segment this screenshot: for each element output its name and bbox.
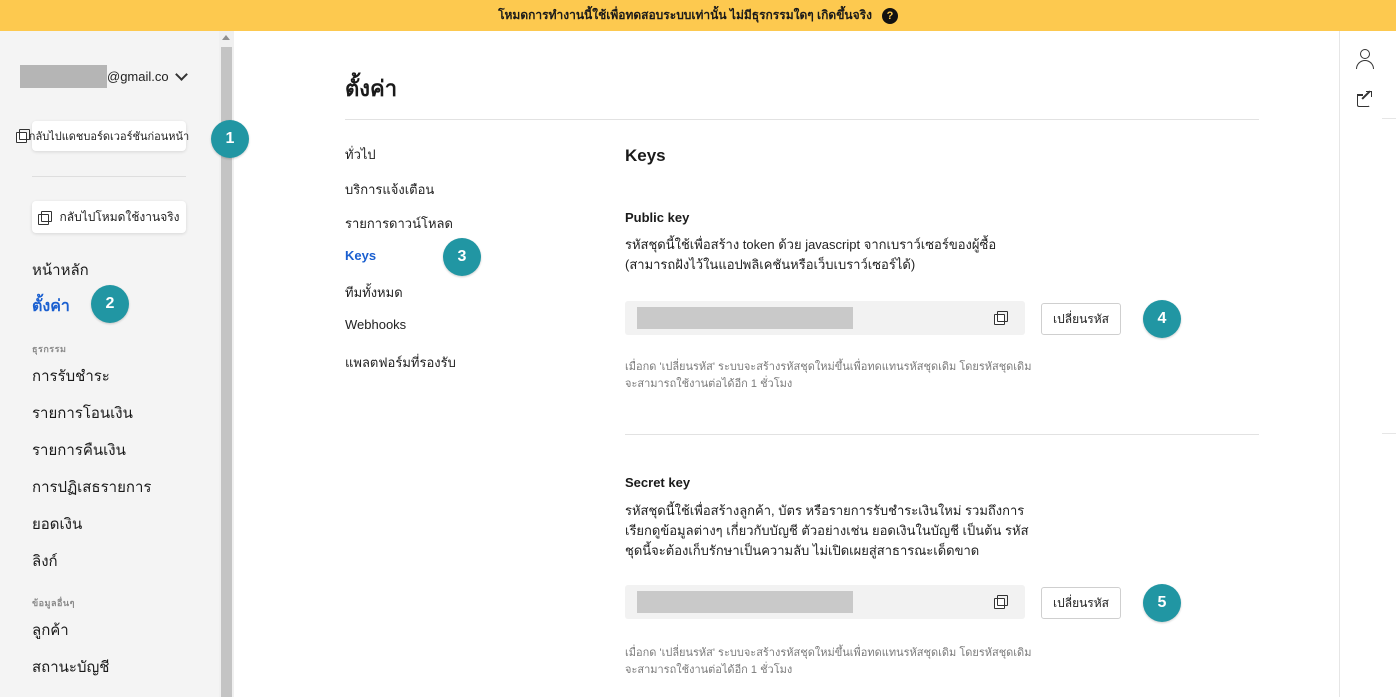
public-key-title: Public key xyxy=(625,210,690,225)
secret-key-note xyxy=(625,645,1065,679)
window-copy-icon xyxy=(38,211,51,224)
window-copy-icon xyxy=(16,129,29,142)
public-key-note xyxy=(625,359,1065,393)
regenerate-label: เปลี่ยนรหัส xyxy=(1053,595,1109,610)
regenerate-public-key-button[interactable] xyxy=(1041,303,1121,335)
redacted-email-prefix xyxy=(20,65,107,88)
public-key-desc-line: (สามารถฝังไว้ในแอปพลิเคชันหรือเว็บเบราว์เซอร์ได้) xyxy=(625,257,916,272)
account-switcher[interactable] xyxy=(20,65,186,88)
secret-key-field xyxy=(625,585,1025,619)
secret-key-desc-line: รหัสชุดนี้ใช้เพื่อสร้างลูกค้า, บัตร หรือรายการรับชำระเงินใหม่ รวมถึงการ xyxy=(625,503,1025,518)
banner-text: โหมดการทำงานนี้ใช้เพื่อทดสอบระบบเท่านั้น ไม่มีธุรกรรมใดๆ เกิดขึ้นจริง xyxy=(498,8,872,22)
right-rail-divider xyxy=(1339,31,1340,697)
subnav-general[interactable]: ทั่วไป xyxy=(345,147,376,162)
chevron-down-icon[interactable] xyxy=(175,68,188,81)
external-link-box-top xyxy=(1357,94,1363,96)
subnav-team[interactable]: ทีมทั้งหมด xyxy=(345,285,403,300)
back-to-live-mode-button[interactable] xyxy=(32,201,186,233)
sidebar-item-payments[interactable]: การรับชำระ xyxy=(32,368,110,385)
sidebar-item-refunds[interactable]: รายการคืนเงิน xyxy=(32,442,126,459)
sidebar-section-other: ข้อมูลอื่นๆ xyxy=(32,598,75,608)
annotation-badge-5: 5 xyxy=(1143,584,1181,622)
annotation-badge-3: 3 xyxy=(443,238,481,276)
title-divider xyxy=(345,119,1259,120)
sidebar-item-customers[interactable]: ลูกค้า xyxy=(32,622,69,639)
back-to-previous-dashboard-label: กลับไปแดชบอร์ดเวอร์ชันก่อนหน้า xyxy=(28,131,190,143)
annotation-badge-1: 1 xyxy=(211,120,249,158)
public-key-note-line: เมื่อกด 'เปลี่ยนรหัส' ระบบจะสร้างรหัสชุดใหม่ขึ้นเพื่อทดแทนรหัสชุดเดิม โดยรหัสชุดเดิม xyxy=(625,361,1032,373)
back-to-live-mode-label: กลับไปโหมดใช้งานจริง xyxy=(59,209,180,224)
secret-key-desc-line: เรียกดูข้อมูลต่างๆ เกี่ยวกับบัญชี ตัวอย่างเช่น ยอดเงินในบัญชี เป็นต้น รหัส xyxy=(625,523,1029,538)
secret-key-note-line: จะสามารถใช้งานต่อได้อีก 1 ชั่วโมง xyxy=(625,664,793,676)
redacted-public-key xyxy=(637,307,853,329)
public-key-note-line: จะสามารถใช้งานต่อได้อีก 1 ชั่วโมง xyxy=(625,378,793,390)
annotation-badge-2: 2 xyxy=(91,285,129,323)
sidebar-item-home[interactable]: หน้าหลัก xyxy=(32,262,89,279)
sidebar-item-settings[interactable]: ตั้งค่า xyxy=(32,298,70,315)
question-circle-icon[interactable]: ? xyxy=(882,8,898,24)
secret-key-description xyxy=(625,501,1045,561)
back-to-previous-dashboard-button[interactable] xyxy=(28,121,190,151)
test-mode-banner xyxy=(0,0,1396,31)
section-divider xyxy=(625,434,1259,435)
external-link-arrowhead xyxy=(1366,91,1372,97)
sidebar-item-disputes[interactable]: การปฏิเสธรายการ xyxy=(32,479,152,496)
annotation-badge-4: 4 xyxy=(1143,300,1181,338)
secret-key-desc-line: ชุดนี้จะต้องเก็บรักษาเป็นความลับ ไม่เปิดเผยสู่สาธารณะเด็ดขาด xyxy=(625,543,980,558)
public-key-desc-line: รหัสชุดนี้ใช้เพื่อสร้าง token ด้วย javascript จากเบราว์เซอร์ของผู้ซื้อ xyxy=(625,237,997,252)
sidebar-item-balance[interactable]: ยอดเงิน xyxy=(32,516,83,533)
secret-key-note-line: เมื่อกด 'เปลี่ยนรหัส' ระบบจะสร้างรหัสชุดใหม่ขึ้นเพื่อทดแทนรหัสชุดเดิม โดยรหัสชุดเดิม xyxy=(625,647,1032,659)
regenerate-secret-key-button[interactable] xyxy=(1041,587,1121,619)
sidebar-item-account-status[interactable]: สถานะบัญชี xyxy=(32,659,110,676)
sidebar-divider xyxy=(32,176,186,177)
subnav-keys[interactable]: Keys xyxy=(345,248,377,263)
regenerate-label: เปลี่ยนรหัส xyxy=(1053,311,1109,326)
public-key-description xyxy=(625,235,1045,275)
sidebar-section-transactions: ธุรกรรม xyxy=(32,344,67,354)
external-link-icon[interactable] xyxy=(1357,92,1372,107)
subnav-notifications[interactable]: บริการแจ้งเตือน xyxy=(345,182,435,197)
rail-divider xyxy=(1382,118,1396,119)
rail-divider xyxy=(1382,433,1396,434)
sidebar-item-transfers[interactable]: รายการโอนเงิน xyxy=(32,405,133,422)
user-icon[interactable] xyxy=(1356,49,1374,69)
public-key-field xyxy=(625,301,1025,335)
copy-icon[interactable] xyxy=(994,595,1007,608)
keys-heading: Keys xyxy=(625,146,666,165)
user-icon-head xyxy=(1360,49,1370,59)
subnav-downloads[interactable]: รายการดาวน์โหลด xyxy=(345,216,453,231)
account-email: @gmail.co xyxy=(107,69,169,84)
subnav-webhooks[interactable]: Webhooks xyxy=(345,317,407,332)
scroll-up-arrow-icon[interactable] xyxy=(222,35,230,40)
secret-key-title: Secret key xyxy=(625,475,691,490)
subnav-platforms[interactable]: แพลตฟอร์มที่รองรับ xyxy=(345,355,456,370)
sidebar-item-links[interactable]: ลิงก์ xyxy=(32,553,58,570)
user-icon-body xyxy=(1356,60,1374,69)
redacted-secret-key xyxy=(637,591,853,613)
page-title: ตั้งค่า xyxy=(345,76,398,101)
copy-icon[interactable] xyxy=(994,311,1007,324)
